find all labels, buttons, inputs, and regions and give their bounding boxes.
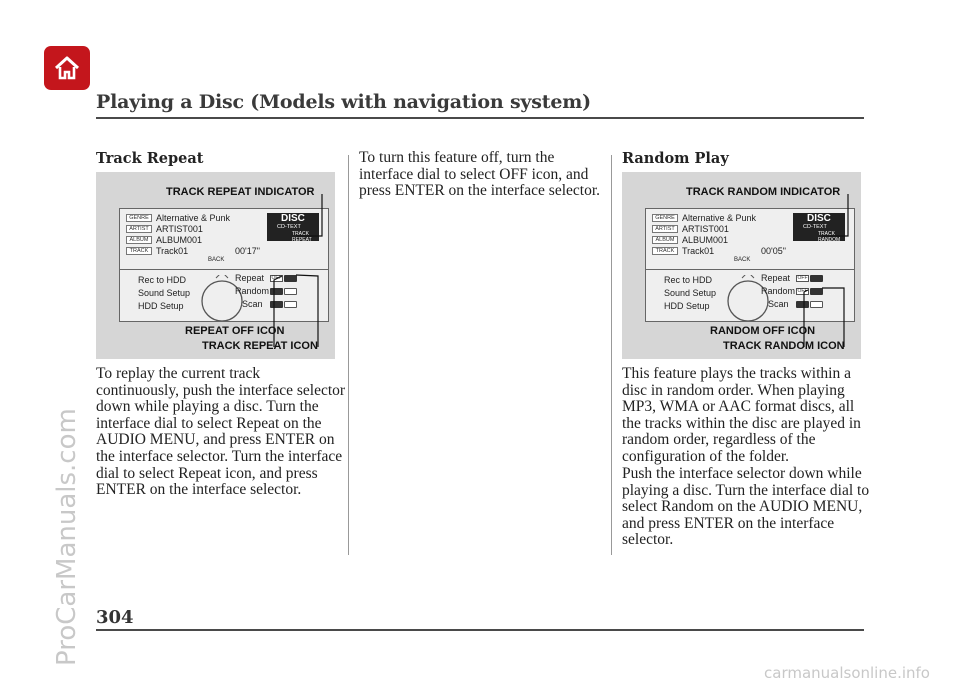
track-random-icon-callout: TRACK RANDOM ICON (723, 340, 845, 352)
random-off-icon[interactable]: OFF (797, 288, 808, 294)
header-rule (96, 117, 864, 119)
random-play-body-2: Push the interface selector down while playing a disc. Turn the interface dial to select Random on the AUDIO MENU, and press ENTER on the interface selector. (622, 465, 870, 549)
menu-random[interactable]: Random (235, 286, 270, 296)
track-random-indicator: TRACK RANDOM (818, 231, 841, 243)
audio-screen: GENRE Alternative & Punk ARTIST ARTIST001 ALBUM ALBUM001 TRACK Track01 00'17" DISC CD-TEXT TRACK REPEAT BACK Rec to HDD Sound Setup HDD Setup Repeat Random Scan OFF (119, 208, 329, 322)
track-random-indicator-callout: TRACK RANDOM INDICATOR (686, 186, 841, 198)
artist-value: ARTIST001 (682, 224, 729, 234)
repeat-off-body: To turn this feature off, turn the interface dial to select OFF icon, and press ENTER on the interface selector. (359, 149, 601, 200)
menu-scan[interactable]: Scan (768, 299, 789, 309)
menu-repeat[interactable]: Repeat (761, 273, 791, 283)
menu-rec-to-hdd[interactable]: Rec to HDD (664, 275, 713, 285)
track-repeat-indicator-callout: TRACK REPEAT INDICATOR (166, 186, 315, 198)
footer-rule (96, 629, 864, 631)
track-repeat-indicator: TRACK REPEAT (292, 231, 312, 243)
disc-badge: DISC CD-TEXT TRACK REPEAT (267, 213, 319, 241)
repeat-off-icon[interactable]: OFF (271, 275, 282, 281)
genre-value: Alternative & Punk (682, 213, 757, 223)
watermark-left: ProCarManuals.com (52, 408, 82, 666)
play-time: 00'17" (235, 246, 260, 256)
play-time: 00'05" (761, 246, 786, 256)
menu-hdd-setup[interactable]: HDD Setup (664, 301, 710, 311)
random-play-heading: Random Play (622, 150, 729, 167)
page-title: Playing a Disc (Models with navigation system) (96, 91, 591, 113)
random-play-figure (622, 172, 861, 359)
column-divider (348, 155, 349, 555)
repeat-off-icon-callout: REPEAT OFF ICON (185, 325, 285, 337)
track-repeat-icon-callout: TRACK REPEAT ICON (202, 340, 318, 352)
menu-scan[interactable]: Scan (242, 299, 263, 309)
track-value: Track01 (682, 246, 715, 256)
artist-value: ARTIST001 (156, 224, 203, 234)
album-value: ALBUM001 (682, 235, 729, 245)
genre-value: Alternative & Punk (156, 213, 231, 223)
back-label: BACK (208, 257, 225, 263)
menu-rec-to-hdd[interactable]: Rec to HDD (138, 275, 187, 285)
column-divider (611, 155, 612, 555)
menu-random[interactable]: Random (761, 286, 796, 296)
disc-badge: DISC CD-TEXT TRACK RANDOM (793, 213, 845, 241)
menu-sound-setup[interactable]: Sound Setup (138, 288, 191, 298)
menu-hdd-setup[interactable]: HDD Setup (138, 301, 184, 311)
menu-repeat[interactable]: Repeat (235, 273, 265, 283)
home-button[interactable] (44, 46, 90, 90)
random-play-body-1: This feature plays the tracks within a disc in random order. When playing MP3, WMA or AAC format discs, all the tracks within the disc are played in random order, regardless of the configuration of the folder. (622, 365, 861, 465)
menu-sound-setup[interactable]: Sound Setup (664, 288, 717, 298)
page-number: 304 (96, 607, 134, 628)
album-value: ALBUM001 (156, 235, 203, 245)
track-repeat-heading: Track Repeat (96, 150, 204, 167)
repeat-off-icon[interactable]: OFF (797, 275, 808, 281)
home-icon (52, 54, 82, 82)
audio-screen: GENRE Alternative & Punk ARTIST ARTIST001 ALBUM ALBUM001 TRACK Track01 00'05" DISC CD-TEXT TRACK RANDOM BACK Rec to HDD Sound Setup HDD Setup Repeat Random Scan OFF OFF (645, 208, 855, 322)
track-value: Track01 (156, 246, 189, 256)
random-off-icon-callout: RANDOM OFF ICON (710, 325, 816, 337)
track-repeat-body: To replay the current track continuously, push the interface selector down while playing a disc. Turn the interface dial to select Repeat on the AUDIO MENU, and press ENTER on the interface selector. Turn the interface dial to select Repeat icon, and press ENTER on the interface selector. (96, 365, 346, 499)
watermark-bottom: carmanualsonline.info (764, 664, 930, 682)
back-label: BACK (734, 257, 751, 263)
track-repeat-figure (96, 172, 335, 359)
